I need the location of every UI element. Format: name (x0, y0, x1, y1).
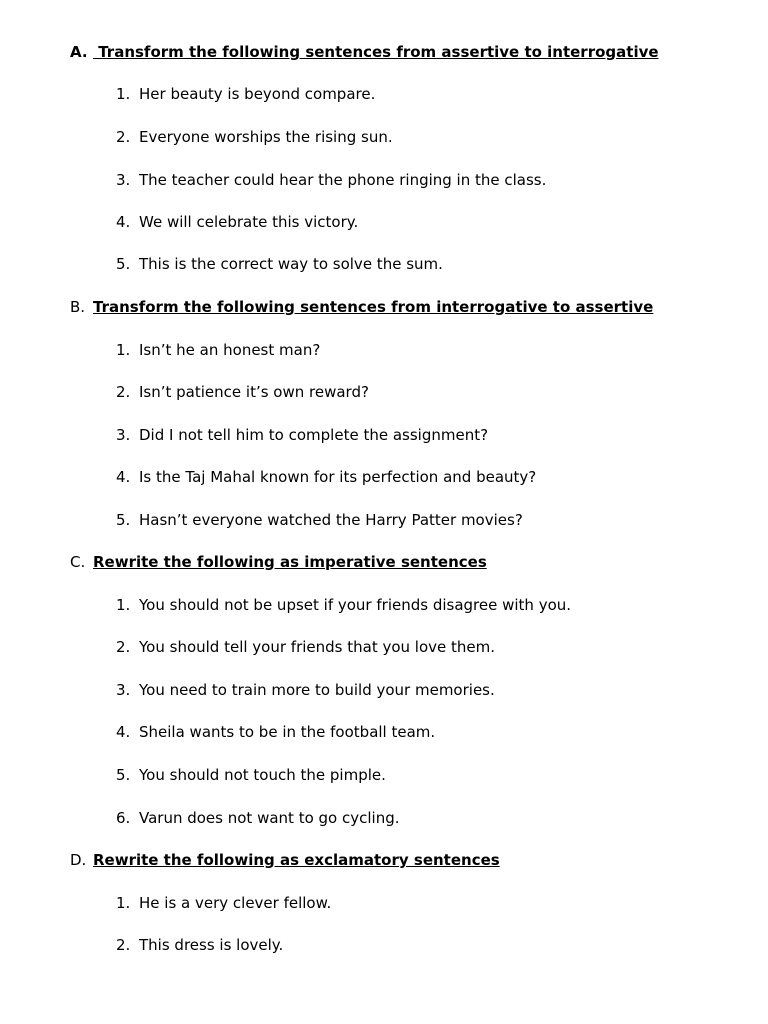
item-number: 1. (116, 596, 131, 614)
item-number: 2. (116, 128, 131, 146)
item-number: 2. (116, 638, 131, 656)
list-item (116, 467, 536, 487)
item-text: Is the Taj Mahal known for its perfection and beauty? (139, 468, 537, 486)
item-text: We will celebrate this victory. (139, 213, 359, 231)
list-item (116, 425, 488, 445)
list-item (116, 680, 495, 700)
item-number: 3. (116, 426, 131, 444)
item-number: 3. (116, 171, 131, 189)
item-number: 5. (116, 766, 131, 784)
item-number: 6. (116, 809, 131, 827)
list-item (116, 127, 393, 147)
item-number: 2. (116, 383, 131, 401)
item-text: This is the correct way to solve the sum. (139, 255, 443, 273)
list-item (116, 765, 386, 785)
item-text: Isn’t he an honest man? (139, 341, 321, 359)
section-d-letter: D. (70, 851, 87, 869)
list-item (116, 84, 375, 104)
section-d-heading (70, 850, 500, 870)
item-number: 3. (116, 681, 131, 699)
item-text: The teacher could hear the phone ringing in the class. (139, 171, 547, 189)
section-a-heading (70, 42, 659, 62)
section-d-title: Rewrite the following as exclamatory sentences (93, 851, 500, 869)
item-text: You need to train more to build your memories. (139, 681, 495, 699)
item-text: Everyone worships the rising sun. (139, 128, 393, 146)
item-text: Varun does not want to go cycling. (139, 809, 400, 827)
item-number: 4. (116, 468, 131, 486)
section-a-letter: A. (70, 43, 88, 61)
section-b-heading (70, 297, 653, 317)
item-number: 4. (116, 723, 131, 741)
list-item (116, 254, 443, 274)
section-b-title: Transform the following sentences from interrogative to assertive (93, 298, 654, 316)
item-number: 2. (116, 936, 131, 954)
list-item (116, 170, 546, 190)
section-b-letter: B. (70, 298, 86, 316)
item-text: Did I not tell him to complete the assignment? (139, 426, 489, 444)
item-text: Isn’t patience it’s own reward? (139, 383, 369, 401)
list-item (116, 510, 523, 530)
list-item (116, 382, 369, 402)
list-item (116, 212, 358, 232)
item-number: 5. (116, 255, 131, 273)
item-text: This dress is lovely. (139, 936, 284, 954)
item-text: Hasn’t everyone watched the Harry Patter movies? (139, 511, 523, 529)
item-text: You should not be upset if your friends disagree with you. (139, 596, 572, 614)
section-c-heading (70, 552, 487, 572)
list-item (116, 637, 495, 657)
item-text: Her beauty is beyond compare. (139, 85, 376, 103)
section-c-letter: C. (70, 553, 86, 571)
item-number: 1. (116, 341, 131, 359)
section-a-title: Transform the following sentences from assertive to interrogative (93, 43, 659, 61)
item-text: You should not touch the pimple. (139, 766, 386, 784)
item-number: 5. (116, 511, 131, 529)
item-number: 1. (116, 85, 131, 103)
item-text: Sheila wants to be in the football team. (139, 723, 436, 741)
list-item (116, 595, 571, 615)
list-item (116, 722, 435, 742)
item-number: 1. (116, 894, 131, 912)
list-item (116, 935, 283, 955)
item-text: He is a very clever fellow. (139, 894, 332, 912)
item-number: 4. (116, 213, 131, 231)
list-item (116, 340, 320, 360)
list-item (116, 808, 400, 828)
item-text: You should tell your friends that you love them. (139, 638, 496, 656)
list-item (116, 893, 331, 913)
section-c-title: Rewrite the following as imperative sentences (93, 553, 487, 571)
